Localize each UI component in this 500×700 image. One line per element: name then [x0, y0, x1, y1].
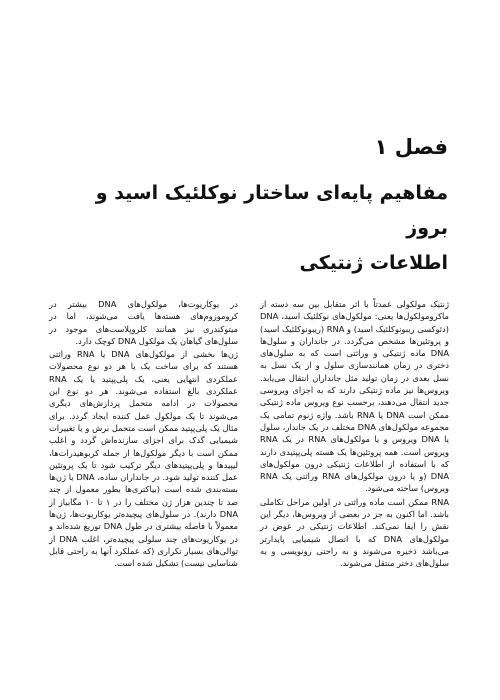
- chapter-title: [48, 176, 448, 281]
- paragraph: در یوکاریوت‌ها، مولکول‌های DNA بیشتر در کروموزوم‌های هسته‌ها یافت می‌شوند، اما در میتوکندری نیز همانند کلروپلاست‌های موجود در سلول‌های گیاهان یک مولکول DNA کوچک دارد.: [49, 299, 238, 346]
- paragraph: ژنتیک مولکولی عمدتاً با اثر متقابل بین سه دسته از ماکرومولکول‌ها یعنی: مولکول‌های نوکلئیک اسید، DNA (دئوکسی ریبونوکلئیک اسید) و RNA (ریبونوکلئیک اسید) و پروتئین‌ها مشخص می‌گردد. در جانداران و سلول‌ها DNA ماده ژنتیکی و وراثتی است که به سلول‌های دختری در زمان همانندسازی سلول و از یک نسل به نسل بعدی در زمان تولید مثل جانداران انتقال می‌یابد. ویروس‌ها نیز ماده ژنتیکی دارند که به اجزای ویروسی جدید انتقال می‌دهند، برحسب نوع ویروس ماده ژنتیکی ممکن است DNA یا RNA باشد. واژه ژنوم تمامی یک مجموعه مولکول‌های DNA مختلف در یک جاندار، سلول یا DNA ویروس و یا مولکول‌های RNA در یک RNA ویروس است. همه پروتئین‌ها یک هسته پلی‌پپتیدی دارند که با استفاده از اطلاعات ژنتیکی درون مولکول‌های DNA (و یا درون مولکول‌های RNA وراثتی یک RNA ویروس) ساخته می‌شود.: [260, 299, 450, 494]
- paragraph: ژن‌ها بخشی از مولکول‌های DNA یا RNA وراثتی هستند که برای ساخت یک یا هر دو نوع محصولات عملکردی انتهایی یعنی، یک پلی‌پپتید یا یک RNA عملکردی بالغ استفاده می‌شوند. هر دو نوع این محصولات در ادامه متحمل پردازش‌های دیگری می‌شوند تا یک مولکول عمل کننده ایجاد گردد. برای مثال یک پلی‌پپتید ممکن است متحمل برش و یا تغییرات شیمیایی گدک برای اجزای سازنده‌اش گردد و اغلب ممکن است با دیگر مولکول‌ها از جمله کربوهیدرات‌ها، لیپیدها و پلی‌پپتیدهای دیگر ترکیب شود تا یک پروتئین عمل کننده تولید شود. در جانداران ساده، DNA با ژن‌ها بسته‌بندی شده است (بیاکتری‌ها بطور معمول از چند صد تا چندین هزار ژن مختلف را در ۱ تا ۱۰ مگابیاز از DNA دارند). در سلول‌های پیچیده‌تر یوکاریوت‌ها، ژن‌ها معمولاً با فاصله بیشتری در طول DNA توزیع شده‌اند و در یوکاریوت‌های چند سلولی پیچیده‌تر، اغلب DNA از توالی‌های بسیار تکراری (که عملکرد آنها به راحتی قابل شناسایی نیست) تشکیل شده است.: [49, 349, 238, 569]
- chapter-title-line-1: مفاهیم پایه‌ای ساختار نوکلئیک اسید و بروز: [95, 182, 448, 239]
- text-column-left: [49, 298, 238, 571]
- chapter-label: فصل ۱: [374, 135, 448, 159]
- text-column-right: [260, 298, 449, 571]
- paragraph: RNA ممکن است ماده وراثتی در اولین مراحل تکاملی باشد. اما اکنون به جز در بعضی از ویروس‌ها، دیگر این نقش را ایفا نمی‌کند. اطلاعات ژنتیکی در عوض در مولکول‌های DNA که با اتصال شیمیایی پایدارتر می‌باشد ذخیره می‌شوند و به راحتی رونویسی و به سلول‌های دختر منتقل می‌شوند.: [260, 496, 449, 569]
- chapter-title-line-2: اطلاعات ژنتیکی: [299, 252, 448, 274]
